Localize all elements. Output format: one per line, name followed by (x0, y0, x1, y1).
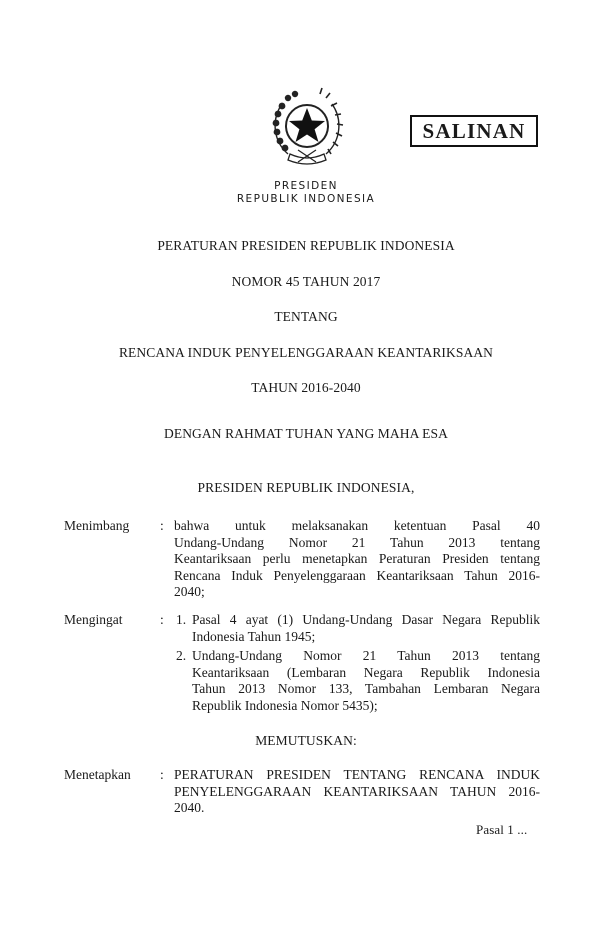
menimbang-text (174, 518, 540, 601)
mengingat-line: Tahun 2013 Nomor 133, Tambahan Lembaran Negara (192, 681, 540, 697)
mengingat-colon: : (160, 612, 164, 627)
president-line: PRESIDEN REPUBLIK INDONESIA, (197, 480, 415, 495)
menimbang-label: Menimbang (64, 518, 130, 533)
menimbang-line: Rencana Induk Penyelenggaraan Keantariksaan Tahun 2016- (174, 567, 540, 583)
continuation-note: Pasal 1 ... (476, 822, 528, 837)
regulation-subject: RENCANA INDUK PENYELENGGARAAN KEANTARIKSAAN (118, 345, 494, 360)
menetapkan-line: PENYELENGGARAAN KEANTARIKSAAN TAHUN 2016-2040. (174, 783, 540, 816)
mengingat-label: Mengingat (64, 612, 123, 627)
mengingat-item-2 (192, 648, 540, 714)
garuda-emblem-icon (268, 84, 346, 168)
mengingat-line: Indonesia Tahun 1945; (192, 628, 316, 644)
tentang-heading: TENTANG (274, 309, 338, 324)
memutuskan-heading: MEMUTUSKAN: (255, 733, 357, 748)
header-republik: REPUBLIK INDONESIA (236, 193, 376, 205)
mengingat-line: Pasal 4 ayat (1) Undang-Undang Dasar Negara Republik (192, 612, 540, 627)
mengingat-line: Republik Indonesia Nomor 5435); (192, 697, 378, 713)
menimbang-line: 2040; (174, 584, 205, 600)
salinan-badge: SALINAN (410, 115, 538, 147)
grace-line: DENGAN RAHMAT TUHAN YANG MAHA ESA (164, 426, 448, 441)
mengingat-item-number: 2. (176, 648, 187, 663)
header-presiden: PRESIDEN (274, 180, 338, 192)
mengingat-item-number: 1. (176, 612, 187, 627)
menimbang-colon: : (160, 518, 164, 533)
regulation-years: TAHUN 2016-2040 (251, 380, 361, 395)
mengingat-item-1 (192, 612, 540, 645)
menetapkan-text (174, 767, 540, 817)
mengingat-line: Keantariksaan (Lembaran Negara Republik Indonesia (192, 664, 540, 680)
menetapkan-colon: : (160, 767, 164, 782)
menimbang-line: Keantariksaan perlu menetapkan Peraturan Presiden tentang (174, 551, 540, 567)
mengingat-line: Undang-Undang Nomor 21 Tahun 2013 tentang (192, 648, 540, 663)
menimbang-line: bahwa untuk melaksanakan ketentuan Pasal 40 (174, 518, 540, 533)
regulation-title: PERATURAN PRESIDEN REPUBLIK INDONESIA (157, 238, 455, 253)
menetapkan-line: PERATURAN PRESIDEN TENTANG RENCANA INDUK (174, 767, 540, 782)
regulation-number: NOMOR 45 TAHUN 2017 (231, 274, 381, 289)
menimbang-line: Undang-Undang Nomor 21 Tahun 2013 tentang (174, 534, 540, 550)
menetapkan-label: Menetapkan (64, 767, 131, 782)
